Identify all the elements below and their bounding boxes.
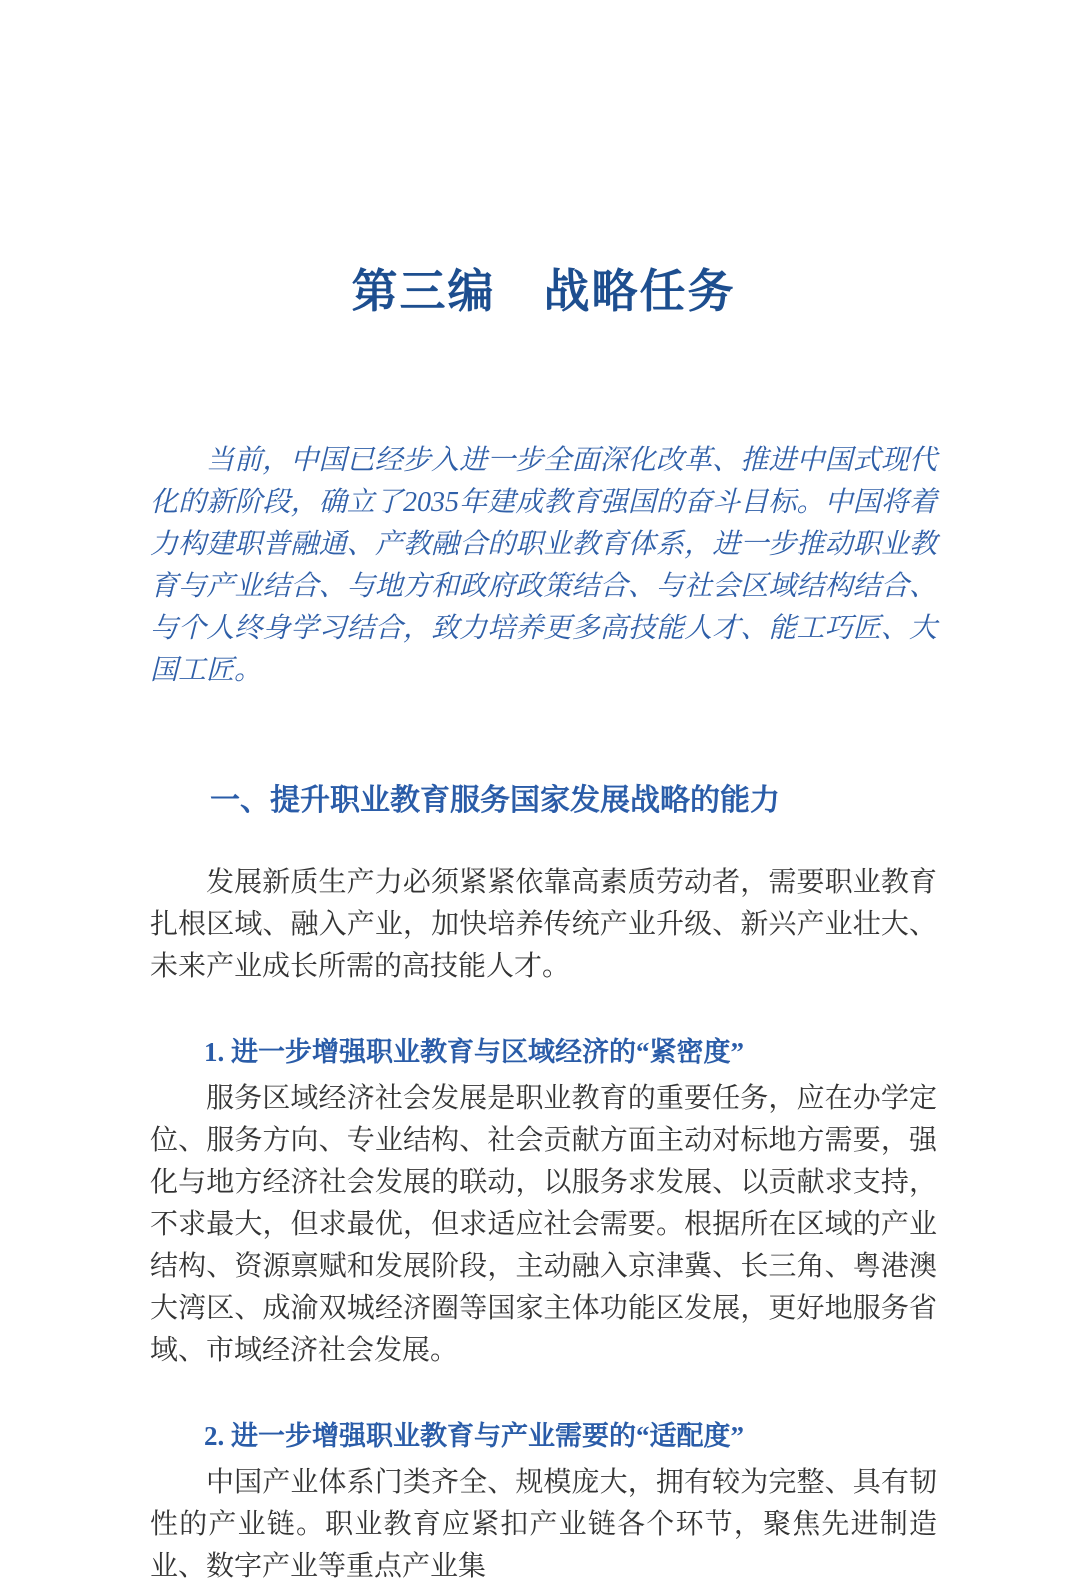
subsection-1-heading: 1. 进一步增强职业教育与区域经济的“紧密度” [204,1036,744,1067]
intro-paragraph: 当前，中国已经步入进一步全面深化改革、推进中国式现代化的新阶段，确立了2035年建成教育强国的奋斗目标。中国将着力构建职普融通、产教融合的职业教育体系，进一步推动职业教育与产业结合、与地方和政府政策结合、与社会区域结构结合、与个人终身学习结合，致力培养更多高技能人才、能工巧匠、大国工匠。 [150,444,937,686]
section-heading: 一、提升职业教育服务国家发展战略的能力 [210,783,780,817]
page-title: 第三编 战略任务 [351,266,736,317]
subsection-2-paragraph: 中国产业体系门类齐全、规模庞大，拥有较为完整、具有韧性的产业链。职业教育应紧扣产业链各个环节，聚焦先进制造业、数字产业等重点产业集 [150,1466,937,1582]
subsection-1-paragraph: 服务区域经济社会发展是职业教育的重要任务，应在办学定位、服务方向、专业结构、社会贡献方面主动对标地方需要，强化与地方经济社会发展的联动，以服务求发展、以贡献求支持，不求最大，但求最优，但求适应社会需要。根据所在区域的产业结构、资源禀赋和发展阶段，主动融入京津冀、长三角、粤港澳大湾区、成渝双城经济圈等国家主体功能区发展，更好地服务省域、市域经济社会发展。 [150,1082,937,1366]
subsection-2-heading: 2. 进一步增强职业教育与产业需要的“适配度” [204,1420,744,1451]
section-lead-paragraph: 发展新质生产力必须紧紧依靠高素质劳动者，需要职业教育扎根区域、融入产业，加快培养传统产业升级、新兴产业壮大、未来产业成长所需的高技能人才。 [150,866,937,982]
